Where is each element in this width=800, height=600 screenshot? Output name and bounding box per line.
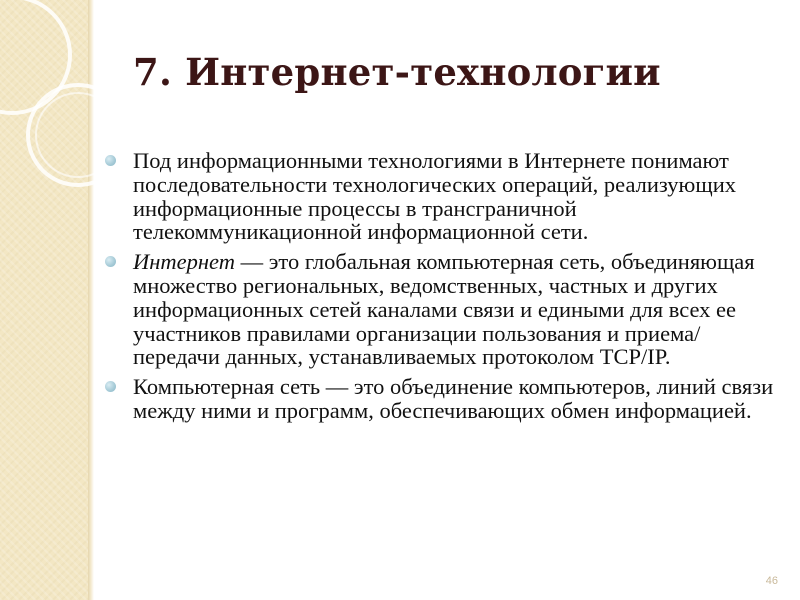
bullet-item-3 xyxy=(105,375,785,423)
bullet-item-2 xyxy=(105,250,785,369)
side-panel xyxy=(0,0,88,600)
side-divider xyxy=(88,0,94,600)
bullet-text-2: — это глобальная компьютерная сеть, объединяющая множество региональных, ведомственных, частных и других информационных сетей каналами связи и едиными для всех ее участников правилами организации пользования и приема/передачи данных, устанавливаемых протоколом TCP/IP. xyxy=(133,249,755,370)
circle-bullet-icon xyxy=(105,256,116,267)
page-number: 46 xyxy=(765,575,778,587)
bullet-text-1: Под информационными технологиями в Интернете понимают последовательности технологических операций, реализующих информационные процессы в трансграничной телекоммуникационной информационной сети. xyxy=(133,148,736,245)
slide-title: 7. Интернет-технологии xyxy=(133,50,661,94)
circle-bullet-icon xyxy=(105,381,116,392)
circle-bullet-icon xyxy=(105,155,116,166)
bullet-list xyxy=(105,149,785,429)
bullet-text-3: Компьютерная сеть — это объединение компьютеров, линий связи между ними и программ, обеспечивающих обмен информацией. xyxy=(133,374,774,423)
bullet-item-1 xyxy=(105,149,785,244)
bullet-emphasis-term: Интернет xyxy=(133,249,235,275)
